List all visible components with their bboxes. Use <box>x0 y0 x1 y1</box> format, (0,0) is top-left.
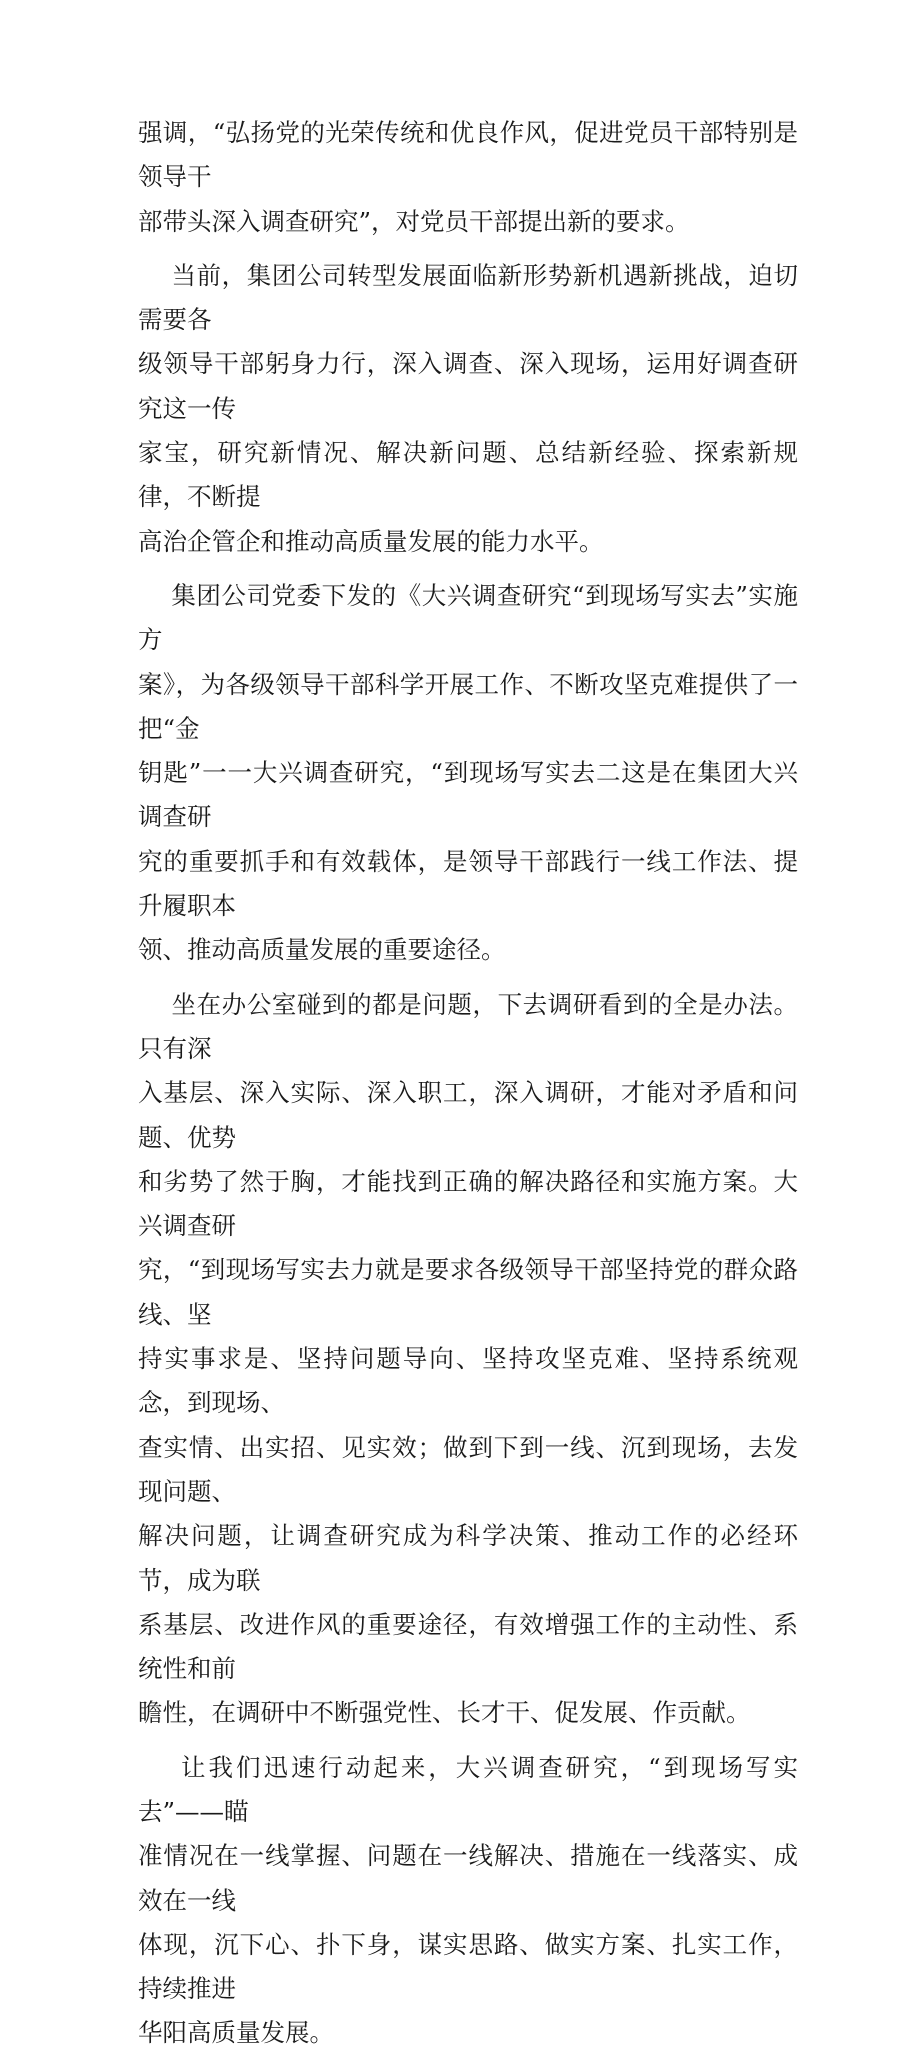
paragraph-4: 坐在办公室碰到的都是问题，下去调研看到的全是办法。只有深 入基层、深入实际、深入职工，深入调研，才能对矛盾和问题、优势 和劣势了然于胸，才能找到正确的解决路径和实施方案。大兴调查研 究，“到现场写实去力就是要求各级领导干部坚持党的群众路线、坚 持实事求是、坚持问题导向、坚持攻坚克难、坚持系统观念，到现场、 查实情、出实招、见实效；做到下到一线、沉到现场，去发现问题、 解决问题，让调查研究成为科学决策、推动工作的必经环节，成为联 系基层、改进作风的重要途径，有效增强工作的主动性、系统性和前 瞻性，在调研中不断强党性、长才干、促发展、作贡献。 <box>138 989 799 1728</box>
paragraph-2: 当前，集团公司转型发展面临新形势新机遇新挑战，迫切需要各 级领导干部躬身力行，深入调查、深入现场，运用好调查研究这一传 家宝，研究新情况、解决新问题、总结新经验、探索新规律，不断提 高治企管企和推动高质量发展的能力水平。 <box>138 260 799 556</box>
document-body <box>138 111 798 2056</box>
paragraph-3: 集团公司党委下发的《大兴调查研究“到现场写实去”实施方 案》，为各级领导干部科学开展工作、不断攻坚克难提供了一把“金 钥匙”一一大兴调查研究，“到现场写实去二这是在集团大兴调查研 究的重要抓手和有效载体，是领导干部践行一线工作法、提升履职本 领、推动高质量发展的重要途径。 <box>138 580 798 965</box>
paragraph-1: 强调，“弘扬党的光荣传统和优良作风，促进党员干部特别是领导干 部带头深入调查研究”，对党员干部提出新的要求。 <box>138 118 798 236</box>
paragraph-5: 让我们迅速行动起来，大兴调查研究，“到现场写实去”——瞄 准情况在一线掌握、问题在一线解决、措施在一线落实、成效在一线 体现，沉下心、扑下身，谋实思路、做实方案、扎实工作，持续推进 华阳高质量发展。 <box>138 1752 798 2048</box>
